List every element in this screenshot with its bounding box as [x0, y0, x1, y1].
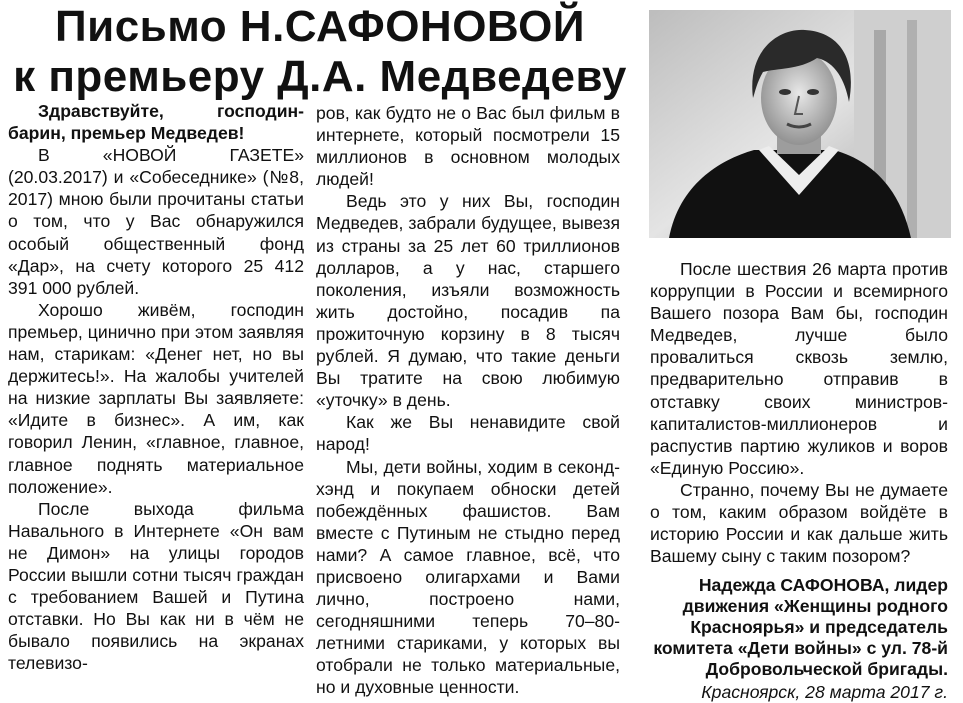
- article-column-1: [8, 100, 304, 674]
- paragraph: В «НОВОЙ ГАЗЕТЕ» (20.03.2017) и «Собеседнике» (№8, 2017) мною были прочитаны статьи о том, что у Вас обнаружился особый общественный фонд «Дар», на счету которого 25 412 391 000 рублей.: [8, 145, 304, 298]
- paragraph: Как же Вы ненавидите свой народ!: [316, 412, 620, 455]
- paragraph: Странно, почему Вы не думаете о том, каким образом войдёте в историю России и как дальше жить Вашему сыну с таким позором?: [650, 479, 948, 567]
- article-column-2: [316, 102, 620, 699]
- article-column-3: [650, 258, 948, 703]
- author-signature: Надежда САФОНОВА, лидер движения «Женщины родного Красноярья» и председатель комитета «Дети войны» с ул. 78-й Добровольческой бригады.: [653, 575, 948, 680]
- paragraph: После шествия 26 марта против коррупции в России и всемирного Вашего позора Вам бы, господин Медведев, лучше было провалиться сквозь землю, предварительно отправив в отставку своих министров-капиталистов-миллионеров и распустив партию жуликов и воров «Единую Россию».: [650, 259, 948, 478]
- paragraph: Хорошо живём, господин премьер, цинично при этом заявляя нам, старикам: «Денег нет, но вы держитесь!». На жалобы учителей на низкие зарплаты Вы заявляете: «Идите в бизнес». А им, как говорил Ленин, «главное, главное, главное поднять материальное положение».: [8, 299, 304, 497]
- paragraph: Мы, дети войны, ходим в секонд-хэнд и покупаем обноски детей побеждённых фашистов. Вам вместе с Путиным не стыдно перед нами? А самое главное, всё, что присвоено олигархами и Вами лично, построено нами, сегодняшними теперь 70–80-летними стариками, у которых вы отобрали не только материальные, но и духовные ценности.: [316, 456, 620, 698]
- author-portrait-photo: [649, 10, 951, 238]
- greeting-text: Здравствуйте, господин-барин, премьер Медведев!: [8, 101, 304, 144]
- paragraph: ров, как будто не о Вас был фильм в интернете, который посмотрели 15 миллионов в основном молодых людей!: [316, 103, 620, 190]
- article-headline: [0, 2, 640, 102]
- headline-line-2: к премьеру Д.А. Медведеву: [13, 52, 627, 101]
- paragraph: После выхода фильма Навального в Интернете «Он вам не Димон» на улицы городов России вышли сотни тысяч граждан с требованием Вашей и Путина отставки. Но Вы как ни в чём не бывало появились на экранах телевизо-: [8, 498, 304, 674]
- paragraph: Ведь это у них Вы, господин Медведев, забрали будущее, вывезя из страны за 25 лет 60 триллионов долларов, а у нас, старшего поколения, изъяли возможность жить достойно, посадив па прожиточную корзину в 8 тысяч рублей. Я думаю, что такие деньги Вы тратите на свою любимую «уточку» в день.: [316, 191, 620, 411]
- place-and-date: Красноярск, 28 марта 2017 г.: [701, 682, 948, 703]
- headline-line-1: Письмо Н.САФОНОВОЙ: [55, 2, 585, 51]
- portrait-photo-icon: [649, 10, 951, 238]
